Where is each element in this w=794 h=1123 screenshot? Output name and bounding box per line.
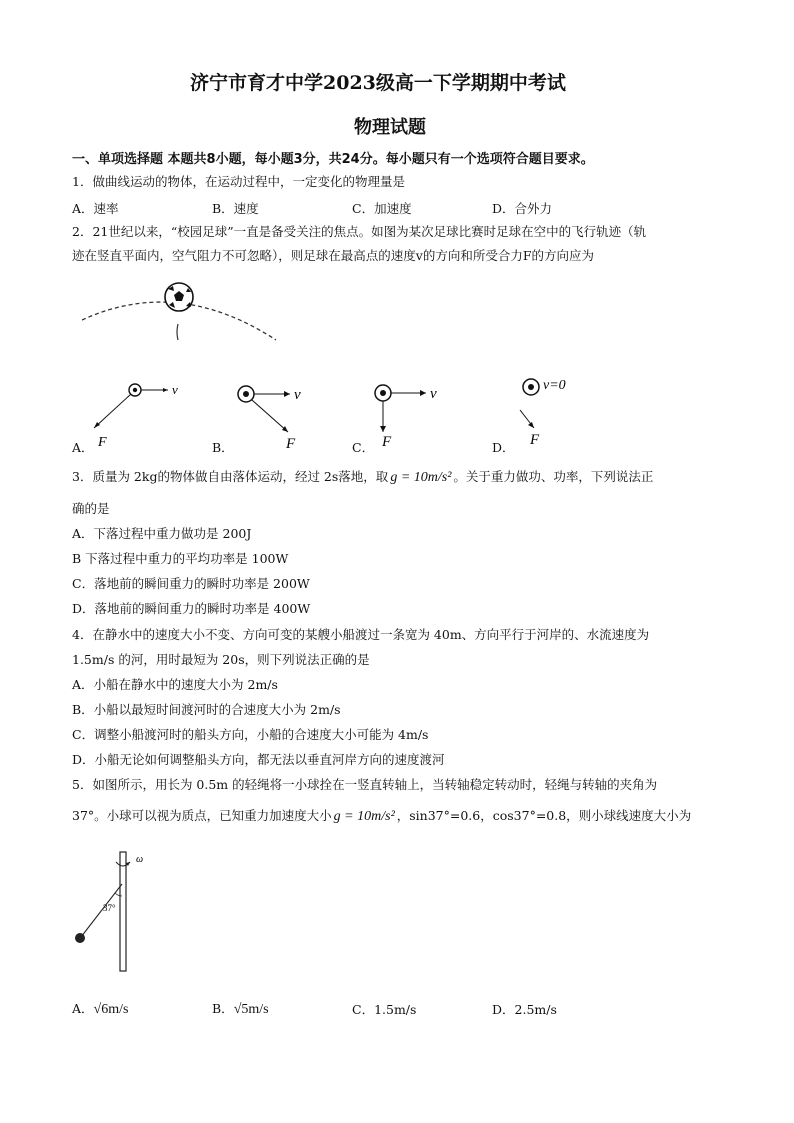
q3-stem-line1: [72, 469, 653, 486]
q2-option-c-figure: [368, 378, 458, 453]
q2-option-b: B．: [212, 440, 234, 455]
small-mark: [177, 324, 178, 340]
q2-stem-line1: 2．21世纪以来，“校园足球”一直是备受关注的焦点。如图为某次足球比赛时足球在空中的飞行轨迹（轨: [72, 224, 647, 239]
q3-formula: g = 10m/s²: [390, 470, 452, 485]
q5-formula: g = 10m/s²: [333, 809, 395, 824]
q1-option-a: A．速率: [72, 201, 119, 216]
ball-icon: [75, 933, 85, 943]
q2-option-d-figure: [512, 372, 602, 452]
omega-label: ω: [136, 854, 144, 865]
q3-option-a: A．下落过程中重力做功是 200J: [72, 526, 252, 541]
q4-stem-line2: 1.5m/s 的河，用时最短为 20s，则下列说法正确的是: [72, 652, 370, 667]
q2-option-b-figure: [232, 378, 332, 453]
q3-option-d: D．落地前的瞬间重力的瞬时功率是 400W: [72, 601, 311, 616]
velocity-label: v: [430, 386, 437, 402]
velocity-zero-label: v=0: [543, 378, 566, 393]
q2-stem-line2: 迹在竖直平面内，空气阻力不可忽略），则足球在最高点的速度v的方向和所受合力F的方向应为: [72, 248, 594, 263]
q1-stem: 1．做曲线运动的物体，在运动过程中，一定变化的物理量是: [72, 174, 405, 189]
football-icon: [165, 283, 193, 311]
q2-option-d: D．: [492, 440, 515, 455]
q1-option-c: C．加速度: [352, 201, 412, 216]
q4-option-d: D．小船无论如何调整船头方向，都无法以垂直河岸方向的速度渡河: [72, 752, 445, 767]
force-arrow: [94, 394, 131, 428]
rope: [81, 884, 122, 937]
vertical-shaft: [120, 852, 126, 971]
q2-option-a-figure: [88, 372, 188, 452]
q4-stem-line1: 4．在静水中的速度大小不变、方向可变的某艘小船渡过一条宽为 40m、方向平行于河岸的、水流速度为: [72, 627, 650, 642]
q3-option-b: B 下落过程中重力的平均功率是 100W: [72, 551, 289, 566]
q5-rotating-shaft-figure: [70, 850, 160, 975]
q5-option-a: [72, 999, 128, 1018]
q2-option-c: C．: [352, 440, 375, 455]
q5-stem-text: 37°。小球可以视为质点，已知重力加速度大小: [72, 808, 332, 823]
force-label: F: [382, 434, 392, 450]
velocity-label: v: [172, 382, 178, 397]
q1-option-b: B．速度: [212, 201, 259, 216]
force-label: F: [98, 435, 107, 450]
force-label: F: [530, 432, 540, 448]
q5-option-b: [212, 999, 269, 1018]
q5-option-d: D．2.5m/s: [492, 1002, 557, 1017]
q5-option-b-letter: B．: [212, 1001, 234, 1016]
q4-option-c: C．调整小船渡河时的船头方向，小船的合速度大小可能为 4m/s: [72, 727, 429, 742]
force-arrow: [252, 400, 288, 432]
section-heading: 一、单项选择题 本题共8小题，每小题3分，共24分。每小题只有一个选项符合题目要求。: [72, 152, 594, 167]
q3-stem-text: 3．质量为 2kg的物体做自由落体运动，经过 2s落地，取: [72, 469, 389, 484]
angle-label: 37°: [103, 903, 116, 913]
q5-stem-line2: [72, 808, 691, 825]
q4-option-b: B．小船以最短时间渡河时的合速度大小为 2m/s: [72, 702, 341, 717]
q5-option-c: C．1.5m/s: [352, 1002, 417, 1017]
q5-option-b-value: √5m/s: [233, 1002, 269, 1017]
q5-stem-line1: 5．如图所示，用长为 0.5m 的轻绳将一小球拴在一竖直转轴上，当转轴稳定转动时，轻绳与转轴的夹角为: [72, 777, 658, 792]
q3-stem-text-b: 。关于重力做功、功率，下列说法正: [453, 469, 654, 484]
q5-option-a-value: √6m/s: [93, 1002, 129, 1017]
q4-option-a: A．小船在静水中的速度大小为 2m/s: [72, 677, 278, 692]
force-label: F: [286, 436, 296, 452]
q3-stem-line2: 确的是: [72, 501, 110, 516]
q5-option-a-letter: A．: [72, 1001, 94, 1016]
q3-option-c: C．落地前的瞬间重力的瞬时功率是 200W: [72, 576, 310, 591]
q1-option-d: D．合外力: [492, 201, 553, 216]
q5-stem-text-b: ，sin37°=0.6，cos37°=0.8，则小球线速度大小为: [396, 808, 692, 823]
q2-option-a: A．: [72, 440, 94, 455]
velocity-label: v: [294, 387, 301, 403]
exam-title: 济宁市育才中学2023级高一下学期期中考试: [190, 72, 566, 94]
q2-trajectory-figure: [78, 280, 288, 350]
exam-subtitle: 物理试题: [354, 117, 426, 138]
